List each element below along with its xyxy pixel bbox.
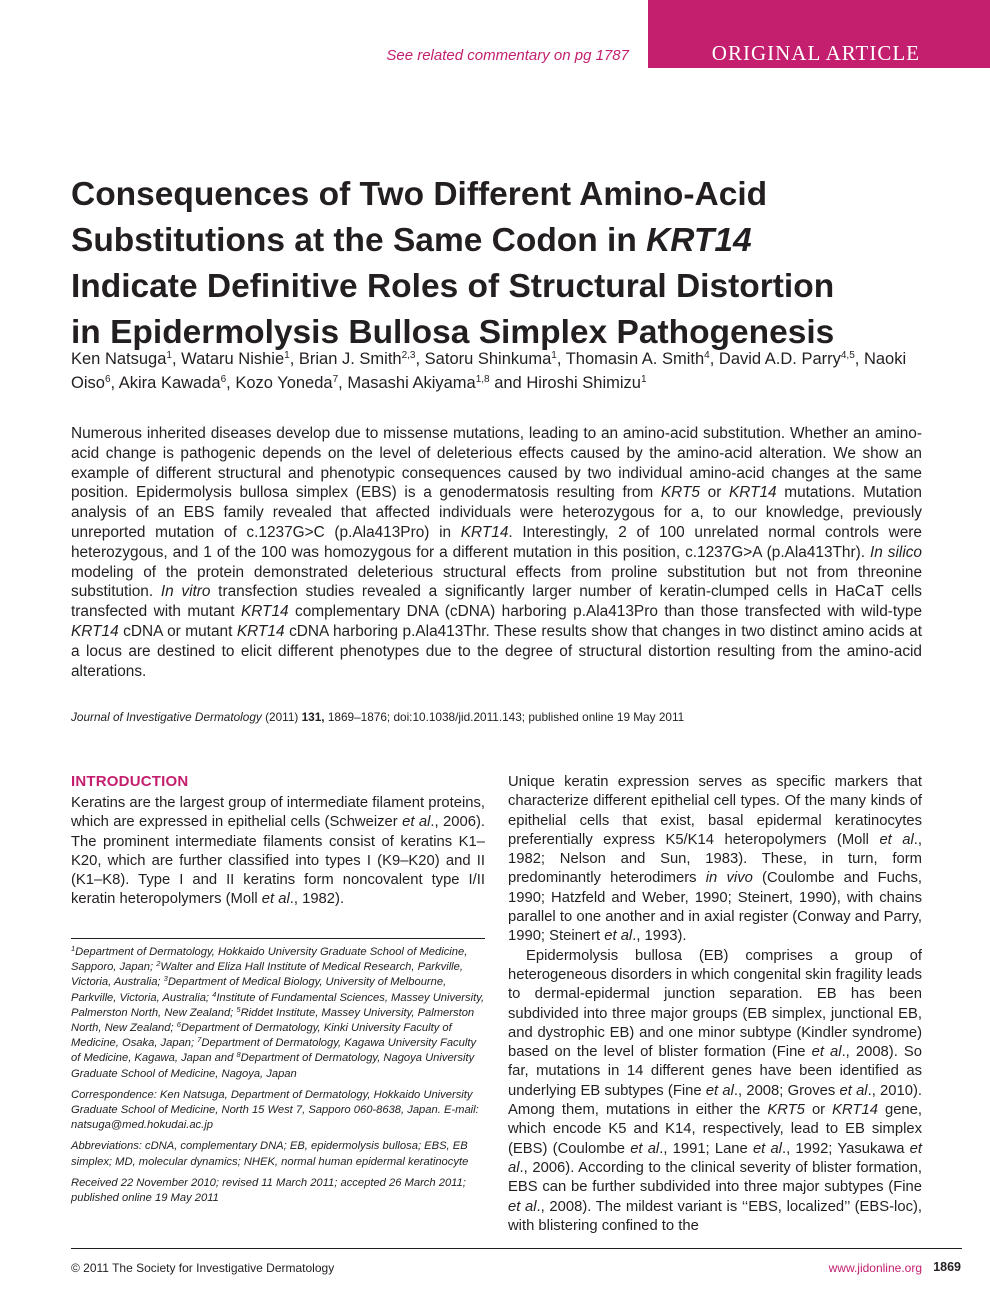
text-run: cDNA harboring p.Ala413Thr. These results show that changes in two distinct amino acids at a locus are destined to elicit different phenotypes due to the degree of structural distortion resulting from the amino-acid alterations. [71,622,922,680]
affiliation-marker: 6 [176,1020,181,1030]
title-line: Consequences of Two Different Amino-Acid [71,176,768,213]
correspondence: Correspondence: Ken Natsuga, Department of Dermatology, Hokkaido University Graduate School of Medicine, North 15 West 7, Sapporo 060-8638, Japan. E-mail: natsuga@med.hokudai.ac.jp [71,1088,479,1132]
author-name: Satoru Shinkuma [424,350,552,368]
intro-right-column [508,773,922,1236]
author-name: Naoki Oiso [71,350,907,392]
text-run: ., 2010). Among them, mutations in either the [508,1082,922,1119]
page-number: 1869 [933,1260,961,1274]
text-run: et al [508,1140,923,1176]
text-run: Department of Medical Biology, University of Melbourne, Parkville, Victoria, Australia; [71,976,447,1004]
text-run: 131, [301,710,325,724]
author-affiliation-marker: 6 [104,373,111,385]
footer-divider [71,1248,962,1249]
text-run: ., 1991; Lane [659,1140,753,1157]
text-run: ., 2006). According to the clinical severity of blister formation, EBS can be further subdivided into three major subtypes (Fine [508,1159,922,1196]
affiliation-marker: 2 [156,959,161,969]
text-run: Department of Dermatology, Kagawa University Faculty of Medicine, Kagawa, Japan and [71,1037,477,1065]
text-run: In silico [869,543,922,561]
author-name: Akira Kawada [118,373,221,392]
affiliation-marker: 3 [163,974,168,984]
text-run: et al [402,814,431,831]
text-run: Department of Dermatology, Nagoya University Graduate School of Medicine, Nagoya, Japan [71,1052,475,1080]
text-run: KRT5 [767,1102,805,1119]
text-run: KRT14 [728,484,777,502]
title-line: Indicate Definitive Roles of Structural Distortion [71,268,835,305]
text-run: ., 1982; Nelson and Sun, 1983). These, in turn, form predominantly heterodimers [508,831,922,887]
text-run: in vivo [705,870,753,887]
author-affiliation-marker: 1 [284,350,290,361]
text-run: KRT14 [71,622,119,640]
author-affiliation-marker: 1 [640,373,647,385]
text-run: or [804,1102,833,1119]
intro-left-column [71,794,485,910]
text-run: ., 2008; Groves [733,1082,840,1099]
article-title [71,172,951,356]
author-name: Wataru Nishie [181,350,285,368]
author-affiliation-marker: 1 [551,350,557,361]
text-run: et al [811,1044,842,1061]
text-run: et al [508,1198,537,1215]
author-affiliation-marker: 1,8 [475,373,490,385]
text-run: Unique keratin expression serves as specific markers that characterize different epithelial cell types. Of the many kinds of epithelial cells that exist, basal epidermal keratinocytes preferentially express K5/K14 heteropolymers (Moll [508,774,922,848]
text-run: ., 1982). [289,891,345,908]
text-run: In vitro [160,583,211,601]
text-run: ., 2008). So far, mutations in 14 different genes have been identified as underlying EB subtypes (Fine [508,1044,922,1099]
text-run: Numerous inherited diseases develop due to missense mutations, leading to an amino-acid substitution. Whether an amino-acid change is pathogenic depends on the level of deleterious effects caused by the amino-acid alteration. We show an example of different structural and phenotypic consequences caused by two individual amino-acid changes at the same position. Epidermolysis bullosa simplex (EBS) is a genodermatosis resulting from [71,425,922,502]
author-affiliation-marker: 6 [220,373,227,385]
text-run: ., 2008). The mildest variant is ‘‘EBS, localized’’ (EBS-loc), with blistering confined to the [508,1198,923,1234]
text-run: et al [604,928,633,945]
text-run: KRT14 [832,1102,878,1119]
abbreviations: Abbreviations: cDNA, complementary DNA; EB, epidermolysis bullosa; EBS, EB simplex; MD, molecular dynamics; NHEK, normal human epidermal keratinocyte [71,1140,469,1168]
text-run: Walter and Eliza Hall Institute of Medical Research, Parkville, Victoria, Australia; [71,961,463,989]
text-run: KRT14 [240,603,289,621]
text-run: ., 1992; Yasukawa [781,1140,910,1157]
author-affiliation-marker: 2,3 [401,350,416,361]
section-tag-label: ORIGINAL ARTICLE [711,41,920,65]
journal-citation [71,710,931,724]
title-line [71,218,951,264]
text-run: et al [879,831,914,848]
affiliation-marker: 1 [71,944,76,953]
text-run: et al [630,1140,660,1157]
affiliation-marker: 4 [212,989,217,999]
text-run: Riddet Institute, Massey University, Palmerston North, New Zealand; [71,1006,475,1035]
text-run: cDNA or mutant [118,622,237,640]
body-paragraph [508,947,922,1236]
author-affiliation-marker: 1 [166,350,172,361]
author-name: Ken Natsuga [71,350,167,368]
text-run: Journal of Investigative Dermatology [71,710,262,724]
footnotes [71,945,485,1212]
author-affiliation-marker: 4,5 [840,350,855,361]
text-run: (Coulombe and Fuchs, 1990; Hatzfeld and Weber, 1990; Steinert, 1990), with chains parallel to one another and in axial register (Conway and Parry, 1990; Steinert [508,870,922,945]
text-run: transfection studies revealed a significantly larger number of keratin-clumped cells in HaCaT cells transfected with mutant [71,583,923,621]
text-run: KRT14 [460,523,509,541]
text-run: (2011) [261,710,302,724]
text-run: complementary DNA (cDNA) harboring p.Ala413Pro than those transfected with wild-type [288,603,922,621]
text-run: KRT5 [660,484,700,502]
text-run: et al [705,1082,734,1099]
author-name: Masashi Akiyama [347,373,476,392]
title-line-text: Substitutions at the Same Codon in [71,222,647,259]
abstract [71,424,922,681]
text-run: Department of Dermatology, Kinki University Faculty of Medicine, Osaka, Japan; [71,1022,452,1050]
author-name: Hiroshi Shimizu [526,373,641,392]
text-run: mutations. Mutation analysis of an EBS family revealed that affected individuals were heterozygous for a, to our knowledge, previously unreported mutation of c.1237G>C (p.Ala413Pro) in [71,484,922,541]
title-line: in Epidermolysis Bullosa Simplex Pathogenesis [71,314,835,351]
copyright-notice: © 2011 The Society for Investigative Dermatology [71,1261,335,1275]
affiliation-marker: 8 [236,1050,241,1060]
author-name: Thomasin A. Smith [565,350,705,368]
text-run: or [699,484,729,502]
text-run: Department of Dermatology, Hokkaido University Graduate School of Medicine, Sapporo, Japan; [71,946,468,974]
body-paragraph [508,773,922,947]
affiliation-marker: 5 [236,1004,241,1014]
text-run: 1869–1876; doi:10.1038/jid.2011.143; published online 19 May 2011 [324,710,685,724]
author-name: Brian J. Smith [298,350,402,368]
text-run: Keratins are the largest group of intermediate filament proteins, which are expressed in epithelial cells (Schweizer [71,795,485,831]
related-commentary-note[interactable]: See related commentary on pg 1787 [386,47,629,64]
affiliations [71,945,485,1082]
title-gene-name: KRT14 [646,222,752,259]
intro-paragraph [71,794,485,910]
text-run: ., 2006). The prominent intermediate filaments consist of keratins K1–K20, which are further classified into types I (K9–K20) and II (K1–K8). Type I and II keratins form noncovalent type I/II keratin heteropolymers (Moll [71,814,486,908]
author-name: Kozo Yoneda [235,373,333,392]
text-run: et al [752,1140,782,1157]
text-run: et al [261,891,290,908]
received-dates: Received 22 November 2010; revised 11 March 2011; accepted 26 March 2011; published online 19 May 2011 [71,1176,466,1205]
author-affiliation-marker: 7 [332,373,339,385]
journal-url-link[interactable]: www.jidonline.org [828,1261,922,1275]
text-run: gene, which encode K5 and K14, respectively, lead to EB simplex (EBS) (Coulombe [508,1102,922,1157]
text-run: modeling of the protein demonstrated deleterious structural effects from proline substitution but not from threonine substitution. [71,563,922,601]
footnote-divider [71,938,485,939]
text-run: Institute of Fundamental Sciences, Massey University, Palmerston North, New Zealand; [71,991,485,1019]
author-affiliation-marker: 4 [704,350,710,361]
introduction-heading: INTRODUCTION [71,773,189,790]
text-run: KRT14 [236,622,285,640]
affiliation-marker: 7 [197,1035,202,1045]
text-run: Epidermolysis bullosa (EB) comprises a group of heterogeneous disorders in which congenital skin fragility leads to dermal-epidermal junction separation. EB has been subdivided into three major groups (EB simplex, junctional EB, and dystrophic EB) and one minor subtype (Kindler syndrome) based on the level of blister formation (Fine [508,947,922,1061]
author-list: Ken Natsuga$^1$, Wataru Nishie$^1$, Brian J. Smith$^{2,3}$, Satoru Shinkuma$^1$, Thomasin A. Smith$^4$, David A.D. Parry$^{4,5}$, Naoki Oiso$^6$, Akira Kawada$^6$, Kozo Yoneda$^7$, Masashi Akiyama$^{1,8}$ and Hiroshi Shimizu$^1$ [71,350,907,392]
text-run: . Interestingly, 2 of 100 unrelated normal controls were heterozygous, and 1 of the 100 was homozygous for a different mutation in this position, c.1237G>A (p.Ala413Thr). [71,523,922,561]
text-run: et al [839,1082,868,1099]
author-name: David A.D. Parry [718,350,841,368]
text-run: ., 1993). [632,928,687,945]
